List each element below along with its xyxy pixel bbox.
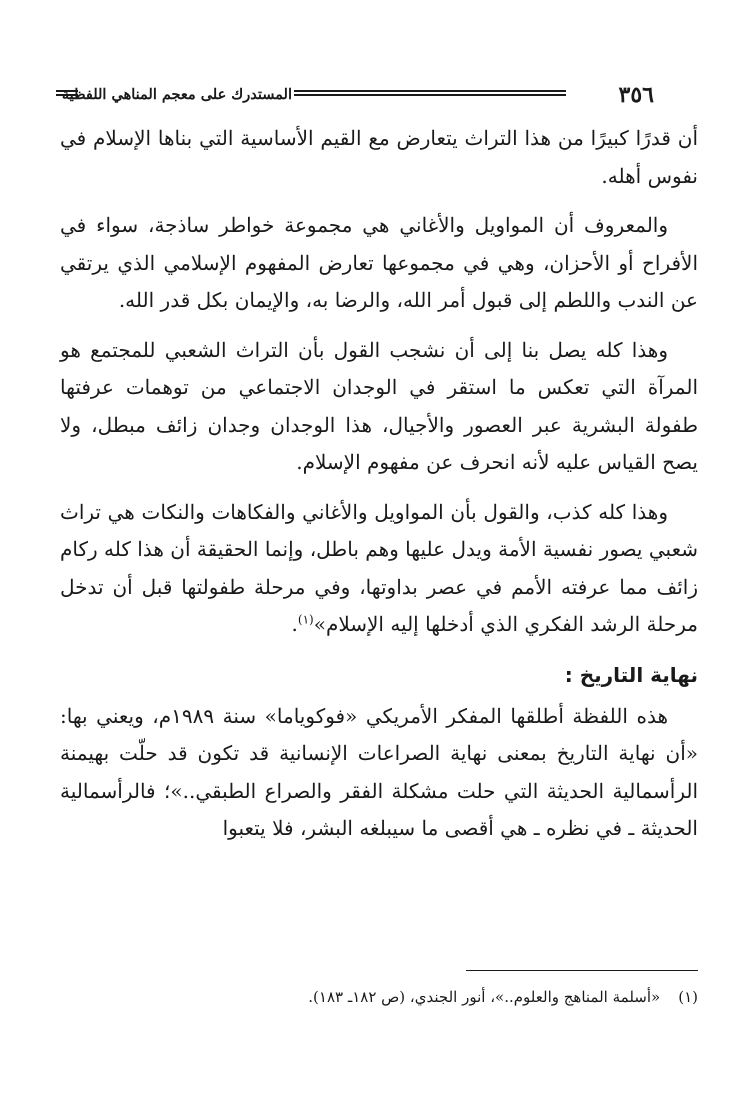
paragraph: أن قدرًا كبيرًا من هذا التراث يتعارض مع القيم الأساسية التي بناها الإسلام في نفوس أهله.: [60, 126, 698, 188]
section-paragraph: هذه اللفظة أطلقها المفكر الأمريكي «فوكوياما» سنة ١٩٨٩م، ويعني بها: «أن نهاية التاريخ بمعنى نهاية الصراعات الإنسانية قد تكون قد حلّت بهيمنة الرأسمالية الحديثة التي حلت مشكلة الفقر والصراع الطبقي..»؛ فالرأسمالية الحديثة ـ في نظره ـ هي أقصى ما سيبلغه البشر، فلا يتعبوا: [60, 703, 698, 840]
paragraph-text: وهذا كله كذب، والقول بأن المواويل والأغاني والفكاهات والنكات هي تراث شعبي يصور نفسية الأمة ويدل عليها وهم باطل، وإنما الحقيقة أن هذا كله ركام زائف مما عرفته الأمم في عصر بداوتها، وفي مرحلة طفولتها قبل أن تدخل مرحلة الرشد الفكري الذي أدخلها إليه الإسلام»: [60, 499, 698, 636]
page-number: ٣٥٦: [618, 82, 654, 108]
paragraph-with-footnote: [60, 494, 698, 644]
running-header: [56, 80, 654, 110]
footnote: [60, 984, 698, 1010]
main-text: [60, 120, 698, 860]
paragraph: والمعروف أن المواويل والأغاني هي مجموعة خواطر ساذجة، سواء في الأفراح أو الأحزان، وهي في مجموعها تعارض المفهوم الإسلامي الذي يرتقي عن الندب واللطم إلى قبول أمر الله، والرضا به، والإيمان بكل قدر الله.: [60, 213, 698, 312]
paragraph: وهذا كله يصل بنا إلى أن نشجب القول بأن التراث الشعبي للمجتمع هو المرآة التي تعكس ما استقر في الوجدان الاجتماعي من توهمات عرفتها طفولة البشرية عبر العصور والأجيال، هذا الوجدان وجدان زائف مبطل، ولا يصح القياس عليه لأنه انحرف عن مفهوم الإسلام.: [60, 337, 698, 474]
footnote-reference[interactable]: (١): [297, 612, 314, 627]
footnote-separator: [466, 970, 698, 971]
paragraph-end: .: [291, 612, 298, 636]
header-rule-long: [294, 90, 566, 96]
header-rule-short: [56, 90, 78, 96]
footnote-number: (١): [678, 988, 698, 1006]
section-heading: نهاية التاريخ :: [564, 662, 698, 687]
book-title: المستدرك على معجم المناهي اللفظية: [61, 86, 292, 103]
footnote-text: «أسلمة المناهج والعلوم..»، أنور الجندي، (ص ١٨٢ـ ١٨٣).: [308, 988, 661, 1006]
